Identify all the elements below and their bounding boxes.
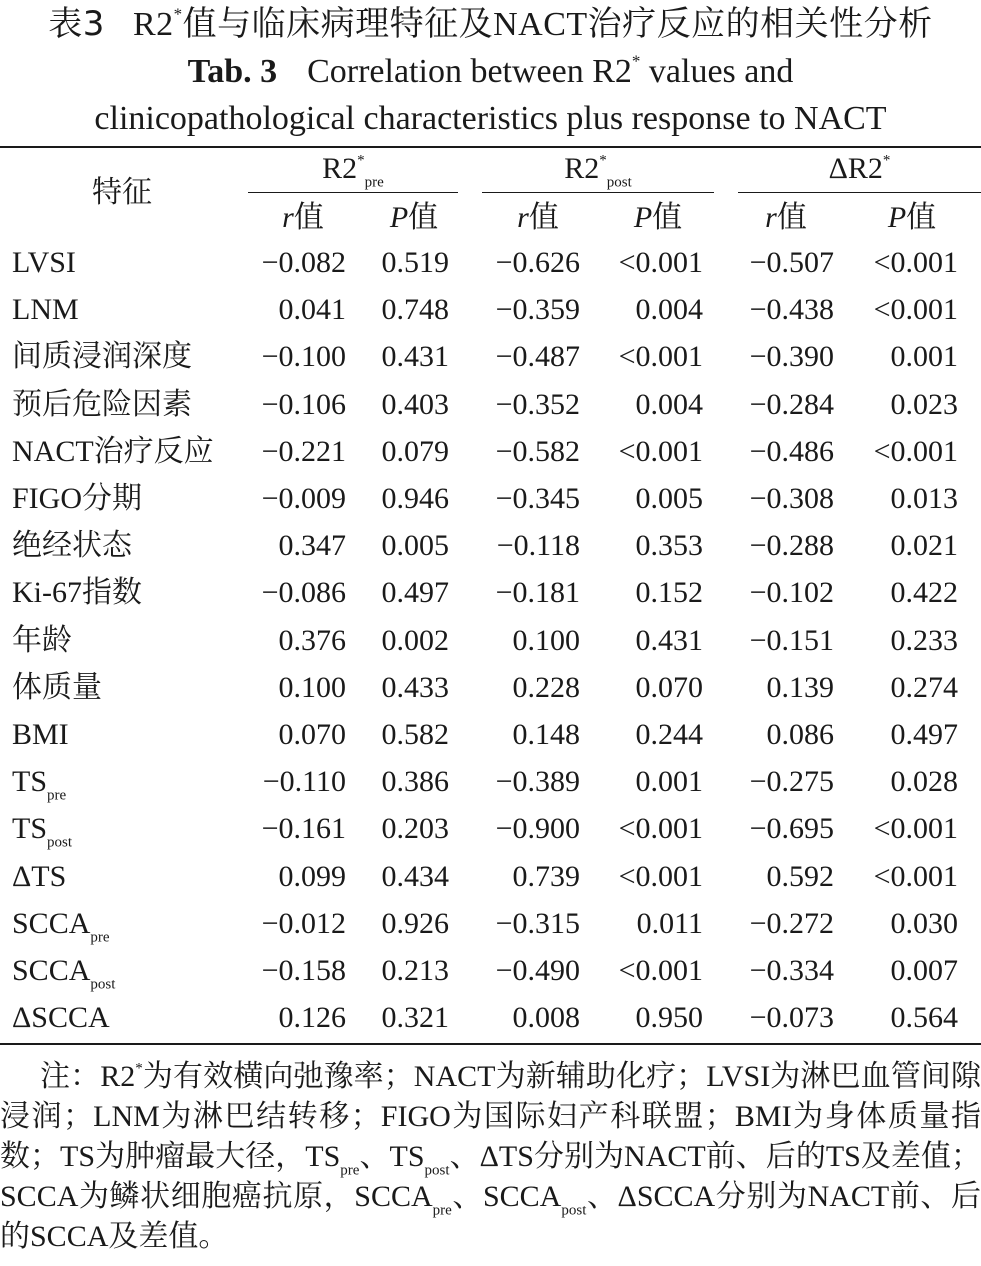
r-value-cell: −0.438 <box>749 293 834 327</box>
table-row <box>0 765 981 812</box>
table-row <box>0 529 981 576</box>
p-value-cell: 0.203 <box>381 812 449 846</box>
table-row <box>0 860 981 907</box>
r-value-cell: 0.099 <box>278 859 346 893</box>
r-value-cell: −0.334 <box>749 954 834 987</box>
table-row <box>0 388 981 435</box>
row-label: 间质浸润深度 <box>12 340 192 374</box>
row-label: $SCCA_{pre}$ <box>12 906 110 946</box>
row-label: LNM <box>12 293 79 327</box>
table-number-en: Tab. 3 <box>187 53 278 90</box>
table-row <box>0 1001 981 1048</box>
group-rule-r2pre <box>248 192 458 193</box>
p-value-cell: 0.497 <box>381 576 449 610</box>
r-value-cell: 0.126 <box>278 1001 346 1035</box>
p-value-cell: 0.434 <box>381 859 449 893</box>
r-value-cell: 0.100 <box>278 670 346 704</box>
p-value-cell: <0.001 <box>873 246 958 279</box>
table-note: 注：R2*为有效横向弛豫率；NACT为新辅助化疗；LVSI为淋巴血管间隙浸润；LNM为淋巴结转移；FIGO为国际妇产科联盟；BMI为身体质量指数；TS为肿瘤最大径，$TS_{pre}$、$TS_{post}$、ΔTS分别为NACT前、后的TS及差值；SCCA为鳞状细胞癌抗原，$SCCA_{pre}$、$SCCA_{post}$、ΔSCCA分别为NACT前、后的SCCA及差值。 <box>0 1060 981 1253</box>
p-value-cell: <0.001 <box>873 812 958 846</box>
r-value-cell: −0.486 <box>749 434 834 468</box>
p-value-cell: 0.519 <box>381 246 449 279</box>
p-value-cell: 0.011 <box>636 906 703 940</box>
p-value-cell: 0.233 <box>890 623 958 657</box>
table-row <box>0 812 981 859</box>
table-row <box>0 482 981 529</box>
r-value-cell: −0.082 <box>261 246 346 279</box>
table-row <box>0 293 981 340</box>
r-value-cell: −0.181 <box>495 576 580 610</box>
table-row <box>0 671 981 718</box>
r-value-cell: −0.118 <box>496 529 580 563</box>
table-title-cn <box>0 4 981 45</box>
p-value-cell: 0.564 <box>890 1001 958 1035</box>
r-value-cell: −0.315 <box>495 906 580 940</box>
group-rule-r2post <box>482 192 714 193</box>
r-value-cell: 0.376 <box>278 623 346 657</box>
row-label: $TS_{pre}$ <box>12 765 67 804</box>
p-value-cell: 0.002 <box>381 623 449 657</box>
subheader-r-pre: r值 <box>282 201 324 234</box>
row-label: Ki-67指数 <box>12 576 142 610</box>
p-value-cell: 0.950 <box>635 1001 703 1035</box>
r-value-cell: −0.288 <box>749 529 834 563</box>
table-row <box>0 435 981 482</box>
r-value-cell: −0.359 <box>495 293 580 327</box>
r-value-cell: −0.272 <box>749 906 834 940</box>
r-value-cell: −0.390 <box>749 340 834 374</box>
p-value-cell: <0.001 <box>618 812 703 846</box>
r-value-cell: −0.345 <box>495 482 580 515</box>
p-value-cell: 0.497 <box>890 718 958 751</box>
group-rule-delta-r2 <box>738 192 981 193</box>
row-label: 预后危险因素 <box>12 387 192 421</box>
r-value-cell: 0.008 <box>512 1001 580 1035</box>
table-row <box>0 340 981 387</box>
r-value-cell: 0.148 <box>512 718 580 751</box>
r-value-cell: −0.110 <box>262 765 346 799</box>
r-value-cell: −0.100 <box>261 340 346 374</box>
row-label: ΔSCCA <box>12 1001 110 1035</box>
r-value-cell: −0.490 <box>495 954 580 987</box>
row-label: ΔTS <box>12 859 67 893</box>
r-value-cell: 0.347 <box>278 529 346 563</box>
r-value-cell: −0.582 <box>495 434 580 468</box>
group-header-r2pre: $R2^*_{pre}$ <box>322 152 384 191</box>
p-value-cell: 0.004 <box>635 293 703 327</box>
table-title-en-text1: Correlation between R2* values and <box>307 51 794 90</box>
r-value-cell: −0.352 <box>495 387 580 421</box>
table-row <box>0 954 981 1001</box>
p-value-cell: 0.005 <box>635 482 703 515</box>
p-value-cell: 0.001 <box>890 340 958 374</box>
r-value-cell: −0.106 <box>261 387 346 421</box>
r-value-cell: −0.507 <box>749 246 834 279</box>
p-value-cell: 0.004 <box>635 387 703 421</box>
table-row <box>0 624 981 671</box>
p-value-cell: <0.001 <box>618 954 703 987</box>
table-title-en-line2: clinicopathological characteristics plus response to NACT <box>94 100 887 137</box>
table-title-en-line1 <box>0 52 981 92</box>
r-value-cell: −0.102 <box>749 576 834 610</box>
group-header-r2post: $R2^*_{post}$ <box>564 152 632 191</box>
r-value-cell: 0.228 <box>512 670 580 704</box>
table-row <box>0 718 981 765</box>
r-value-cell: −0.900 <box>495 812 580 846</box>
p-value-cell: 0.582 <box>381 718 449 751</box>
r-value-cell: 0.739 <box>512 859 580 893</box>
table-row <box>0 907 981 954</box>
r-value-cell: −0.151 <box>749 623 834 657</box>
p-value-cell: 0.152 <box>635 576 703 610</box>
p-value-cell: 0.321 <box>381 1001 449 1035</box>
r-value-cell: −0.161 <box>261 812 346 846</box>
p-value-cell: 0.013 <box>890 482 958 515</box>
r-value-cell: −0.086 <box>261 576 346 610</box>
r-value-cell: 0.139 <box>766 670 834 704</box>
r-value-cell: 0.041 <box>278 293 346 327</box>
p-value-cell: <0.001 <box>873 434 958 468</box>
table-row <box>0 576 981 623</box>
p-value-cell: 0.403 <box>381 387 449 421</box>
p-value-cell: 0.431 <box>381 340 449 374</box>
p-value-cell: <0.001 <box>618 340 703 374</box>
table-top-rule <box>0 146 981 148</box>
row-label: LVSI <box>12 246 76 279</box>
r-value-cell: −0.626 <box>495 246 580 279</box>
r-value-cell: −0.221 <box>261 434 346 468</box>
table-number-cn: 表3 <box>48 4 105 44</box>
r-value-cell: −0.284 <box>749 387 834 421</box>
p-value-cell: 0.274 <box>890 670 958 704</box>
row-label: 体质量 <box>12 670 102 704</box>
r-value-cell: −0.012 <box>261 906 346 940</box>
p-value-cell: 0.748 <box>381 293 449 327</box>
p-value-cell: 0.070 <box>635 670 703 704</box>
subheader-p-pre: P值 <box>389 201 439 234</box>
r-value-cell: −0.073 <box>749 1001 834 1035</box>
p-value-cell: 0.079 <box>381 434 449 468</box>
p-value-cell: 0.001 <box>635 765 703 799</box>
p-value-cell: 0.926 <box>381 906 449 940</box>
row-label: BMI <box>12 718 69 751</box>
p-value-cell: <0.001 <box>618 434 703 468</box>
row-label: $SCCA_{post}$ <box>12 954 116 993</box>
row-label: 绝经状态 <box>12 529 132 563</box>
feature-column-header: 特征 <box>92 176 152 209</box>
row-label: NACT治疗反应 <box>12 434 214 468</box>
p-value-cell: 0.213 <box>381 954 449 987</box>
row-label: $TS_{post}$ <box>12 812 73 851</box>
subheader-p-post: P值 <box>633 201 683 234</box>
p-value-cell: <0.001 <box>618 246 703 279</box>
r-value-cell: 0.070 <box>278 718 346 751</box>
p-value-cell: 0.386 <box>381 765 449 799</box>
p-value-cell: 0.007 <box>890 954 958 987</box>
p-value-cell: 0.005 <box>381 529 449 563</box>
p-value-cell: 0.030 <box>890 906 958 940</box>
p-value-cell: <0.001 <box>873 293 958 327</box>
p-value-cell: 0.244 <box>635 718 703 751</box>
subheader-r-post: r值 <box>517 201 559 234</box>
r-value-cell: −0.389 <box>495 765 580 799</box>
r-value-cell: −0.009 <box>261 482 346 515</box>
table-title-cn-text: R2*值与临床病理特征及NACT治疗反应的相关性分析 <box>132 4 933 43</box>
p-value-cell: 0.946 <box>381 482 449 515</box>
r-value-cell: 0.592 <box>766 859 834 893</box>
r-value-cell: −0.695 <box>749 812 834 846</box>
table-notes <box>0 1057 981 1257</box>
r-value-cell: −0.308 <box>749 482 834 515</box>
r-value-cell: −0.158 <box>261 954 346 987</box>
subheader-p-delta: P值 <box>887 201 937 234</box>
p-value-cell: 0.023 <box>890 387 958 421</box>
group-header-delta-r2: ΔR2* <box>828 152 891 185</box>
r-value-cell: −0.487 <box>495 340 580 374</box>
subheader-r-delta: r值 <box>765 201 807 234</box>
r-value-cell: 0.086 <box>766 718 834 751</box>
p-value-cell: <0.001 <box>618 859 703 893</box>
p-value-cell: 0.353 <box>635 529 703 563</box>
table-row <box>0 246 981 293</box>
p-value-cell: 0.431 <box>635 623 703 657</box>
p-value-cell: 0.021 <box>890 529 958 563</box>
p-value-cell: 0.433 <box>381 670 449 704</box>
row-label: FIGO分期 <box>12 482 143 515</box>
r-value-cell: −0.275 <box>749 765 834 799</box>
p-value-cell: 0.028 <box>890 765 958 799</box>
p-value-cell: <0.001 <box>873 859 958 893</box>
p-value-cell: 0.422 <box>890 576 958 610</box>
r-value-cell: 0.100 <box>512 623 580 657</box>
row-label: 年龄 <box>12 623 72 657</box>
